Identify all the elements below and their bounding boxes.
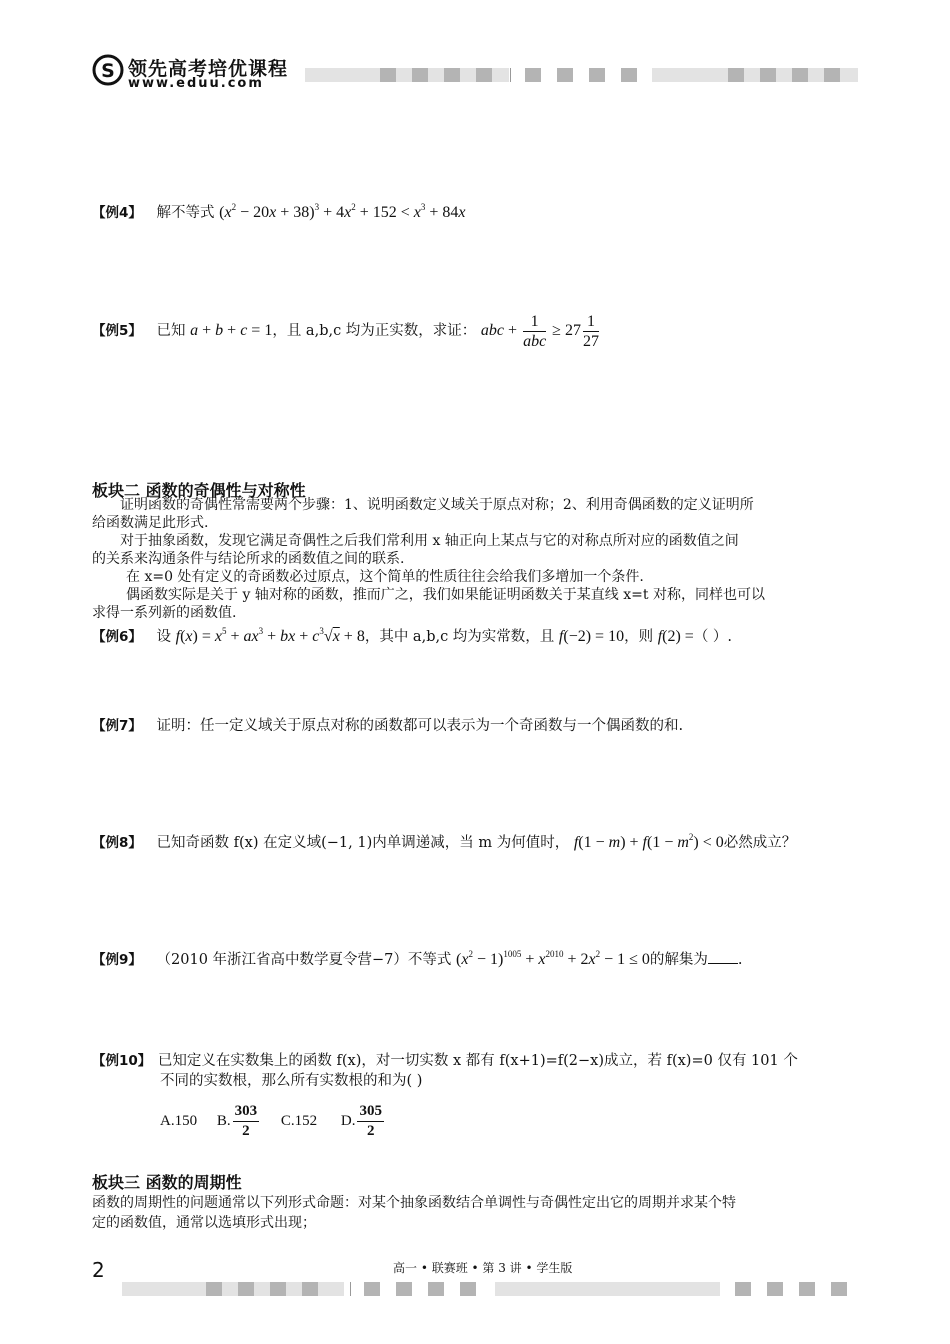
inequality-formula: $f(1 - m) + f(1 - m^2) < 0$ <box>573 832 724 851</box>
footer-text: 高一 • 联赛班 • 第 3 讲 • 学生版 <box>393 1261 573 1275</box>
section-3-title: 板块三 函数的周期性 <box>92 1173 242 1192</box>
choice-c[interactable]: C.152 <box>280 1113 318 1129</box>
example-9: 【例9】 （2010 年浙江省高中数学夏令营−7）不等式 $(x^2 - 1)^{1005} + x^{2010} + 2x^2 - 1 \le 0$的解集为 . <box>92 949 743 968</box>
condition-formula: a + b + c = 1 <box>190 322 273 340</box>
example-tag: 【例10】 <box>92 1053 152 1069</box>
example-7: 【例7】 证明：任一定义域关于原点对称的函数都可以表示为一个奇函数与一个偶函数的和. <box>92 718 684 734</box>
brand-logo <box>92 52 312 96</box>
choice-d[interactable]: D. $\frac{305}{2}$ <box>340 1103 382 1139</box>
example-tag: 【例7】 <box>92 718 142 734</box>
proof-formula: abc + $\frac{1}{\text{abc}}$ ≥ 27 $\frac{1}{27}$ <box>480 313 599 350</box>
function-formula: $f(x) = x^5 + ax^3$ + bx + $c^3√x + 8$ <box>175 626 365 645</box>
section-3-intro: 函数的周期性的问题通常以下列形式命题：对某个抽象函数结合单调性与奇偶性定出它的周期并求某个特 定的函数值，通常以选填形式出现； <box>92 1195 736 1231</box>
logo-name: 领先高考培优课程 <box>128 58 289 80</box>
choice-a[interactable]: A.150 <box>160 1113 198 1129</box>
choice-b[interactable]: B. $\frac{303}{2}$ <box>216 1103 258 1139</box>
section-2-title: 板块二 函数的奇偶性与对称性 <box>92 481 306 500</box>
example-tag: 【例5】 <box>92 323 142 340</box>
example-4: 【例4】 解不等式 $(x^2 - 20x + 38)^3 + 4x^2 + 152 < x^3 + 84x$ <box>92 202 466 221</box>
inequality-formula: $(x^2 - 1)^{1005} + x^{2010} + 2x^2 - 1 \le 0$ <box>456 949 650 968</box>
inequality-formula: $(x^2 - 20x + 38)^3 + 4x^2 + 152 < x^3 + 84x$ <box>219 202 466 221</box>
section-2-intro: 证明函数的奇偶性常需要两个步骤：1、说明函数定义域关于原点对称；2、利用奇偶函数的定义证明所 给函数满足此形式. 对于抽象函数，发现它满足奇偶性之后我们常利用 x 轴正向上某点与它的对称点所对应的函数值之间 的关系来沟通条件与结论所求的函数值之间的联系. 在 x=0 处有定义的奇函数必过原点，这个简单的性质往往会给我们多增加一个条件. 偶函数实际是关于 y 轴对称的函数，推而广之，我们如果能证明函数关于某直线 x=t 对称，同样也可以 求得一系列新的函数值. <box>92 497 765 621</box>
logo-url: www.eduu.com <box>128 76 264 91</box>
logo-s-icon <box>92 54 124 86</box>
example-10-line2: 不同的实数根，那么所有实数根的和为( ) <box>160 1073 423 1089</box>
example-10-choices <box>160 1102 386 1141</box>
page-number: 2 <box>92 1258 105 1282</box>
example-tag: 【例8】 <box>92 835 142 851</box>
example-tag: 【例6】 <box>92 629 142 645</box>
example-tag: 【例4】 <box>92 205 142 221</box>
example-6: 【例6】 设 $f(x) = x^5 + ax^3$ + bx + $c^3√x + 8$，其中 a,b,c 均为实常数，且 f(−2) = 10，则 f(2) =（ ）. <box>92 626 733 645</box>
example-tag: 【例9】 <box>92 952 142 968</box>
example-5: 【例5】 已知 a + b + c = 1，且 a,b,c 均为正实数，求证： abc + $\frac{1}{\text{abc}}$ ≥ 27 $\frac{1}{27}$ <box>92 313 599 350</box>
svg-text:S: S <box>101 60 115 82</box>
example-10: 【例10】 已知定义在实数集上的函数 f(x)，对一切实数 x 都有 f(x+1)=f(2−x)成立，若 f(x)=0 仅有 101 个 <box>92 1053 798 1069</box>
example-8: 【例8】 已知奇函数 f(x) 在定义域(−1, 1)内单调递减，当 m 为何值时， $f(1 - m) + f(1 - m^2) < 0$必然成立？ <box>92 832 797 851</box>
answer-blank[interactable] <box>708 963 738 964</box>
